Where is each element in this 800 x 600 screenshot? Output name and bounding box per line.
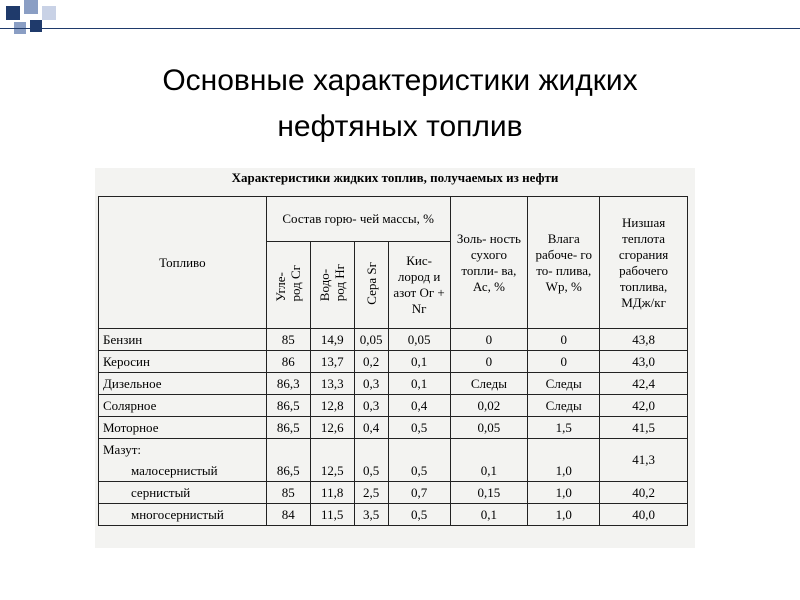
header-hydrogen: Водо- род Нг [317,264,348,302]
header-carbon-cell [266,242,310,329]
cell-heat: 43,0 [600,351,688,373]
cell-hydrogen: 12,5 [310,460,354,482]
cell-fuel: Бензин [99,329,267,351]
header-composition: Состав горю- чей массы, % [266,197,450,242]
cell-hydrogen: 13,3 [310,373,354,395]
cell-hydrogen: 12,6 [310,417,354,439]
cell-moisture: 1,0 [528,504,600,526]
cell-fuel: Моторное [99,417,267,439]
cell-fuel: многосернистый [99,504,267,526]
cell-ash: 0,02 [450,395,528,417]
table-row-mazut-group [99,439,688,461]
cell-sulfur: 0,05 [354,329,388,351]
decor-square-3 [42,6,56,20]
cell-ash: 0,1 [450,504,528,526]
cell-hydrogen: 11,8 [310,482,354,504]
cell-carbon: 85 [266,329,310,351]
cell-ash: 0 [450,351,528,373]
cell-empty [354,439,388,461]
cell-carbon: 86,5 [266,395,310,417]
table-row [99,482,688,504]
cell-oxygen-nitrogen: 0,5 [388,504,450,526]
cell-carbon: 86,3 [266,373,310,395]
table-row [99,504,688,526]
cell-empty [388,439,450,461]
header-carbon: Угле- род Сг [273,264,304,302]
cell-empty [528,439,600,461]
cell-sulfur: 2,5 [354,482,388,504]
slide-title [40,58,760,150]
cell-fuel: Дизельное [99,373,267,395]
cell-moisture: 1,5 [528,417,600,439]
cell-oxygen-nitrogen: 0,5 [388,417,450,439]
header-sulfur-cell [354,242,388,329]
header-moisture: Влага рабоче- го то- плива, Wр, % [528,197,600,329]
cell-carbon: 86,5 [266,460,310,482]
header-fuel: Топливо [99,197,267,329]
cell-heat: 41,3 [600,439,688,482]
cell-sulfur: 0,5 [354,460,388,482]
cell-moisture: 0 [528,351,600,373]
table-row [99,460,688,482]
cell-oxygen-nitrogen: 0,5 [388,460,450,482]
cell-moisture: 1,0 [528,482,600,504]
cell-fuel: малосернистый [99,460,267,482]
cell-carbon: 86 [266,351,310,373]
cell-oxygen-nitrogen: 0,1 [388,373,450,395]
cell-oxygen-nitrogen: 0,4 [388,395,450,417]
cell-heat: 40,0 [600,504,688,526]
cell-moisture: Следы [528,395,600,417]
cell-sulfur: 3,5 [354,504,388,526]
cell-oxygen-nitrogen: 0,7 [388,482,450,504]
cell-fuel: сернистый [99,482,267,504]
table-row [99,329,688,351]
decor-square-5 [30,20,42,32]
cell-moisture: Следы [528,373,600,395]
cell-ash: 0,1 [450,460,528,482]
cell-mazut-group: Мазут: [99,439,267,461]
cell-fuel: Керосин [99,351,267,373]
header-heat: Низшая теплота сгорания рабочего топлива, МДж/кг [600,197,688,329]
cell-ash: Следы [450,373,528,395]
cell-ash: 0 [450,329,528,351]
table-row [99,417,688,439]
cell-sulfur: 0,4 [354,417,388,439]
cell-empty [450,439,528,461]
cell-hydrogen: 12,8 [310,395,354,417]
header-hydrogen-cell [310,242,354,329]
header-sulfur: Сера Sг [363,261,379,305]
cell-oxygen-nitrogen: 0,1 [388,351,450,373]
header-oxygen-nitrogen: Кис- лород и азот Ог + Nг [388,242,450,329]
decor-square-2 [24,0,38,14]
cell-hydrogen: 11,5 [310,504,354,526]
cell-hydrogen: 13,7 [310,351,354,373]
table-caption: Характеристики жидких топлив, получаемых из нефти [231,170,559,185]
header-ash: Золь- ность сухого топли- ва, Ас, % [450,197,528,329]
cell-hydrogen: 14,9 [310,329,354,351]
cell-moisture: 1,0 [528,460,600,482]
slide-title-line-1: Основные характеристики жидких [162,64,638,97]
cell-heat: 40,2 [600,482,688,504]
cell-sulfur: 0,3 [354,395,388,417]
table-row [99,373,688,395]
cell-fuel: Солярное [99,395,267,417]
slide-title-line-2: нефтяных топлив [277,110,523,143]
cell-ash: 0,15 [450,482,528,504]
cell-moisture: 0 [528,329,600,351]
cell-sulfur: 0,3 [354,373,388,395]
fuel-table [98,196,688,526]
cell-heat: 42,4 [600,373,688,395]
cell-heat: 42,0 [600,395,688,417]
cell-carbon: 86,5 [266,417,310,439]
cell-ash: 0,05 [450,417,528,439]
cell-empty [266,439,310,461]
cell-empty [310,439,354,461]
table-row [99,395,688,417]
cell-oxygen-nitrogen: 0,05 [388,329,450,351]
header-rule [0,28,800,29]
cell-heat: 43,8 [600,329,688,351]
cell-heat: 41,5 [600,417,688,439]
cell-carbon: 84 [266,504,310,526]
cell-carbon: 85 [266,482,310,504]
fuel-table-image [95,168,695,548]
cell-sulfur: 0,2 [354,351,388,373]
decor-square-1 [6,6,20,20]
table-row [99,351,688,373]
